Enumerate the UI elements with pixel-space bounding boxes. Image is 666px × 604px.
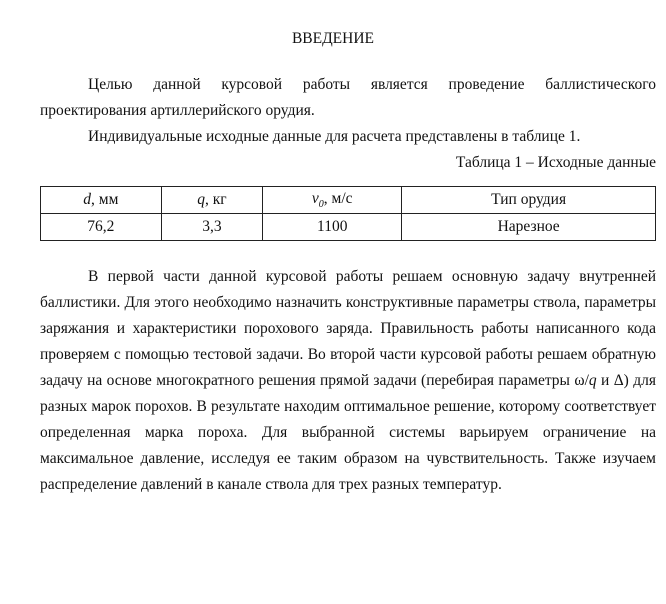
header-velocity: $v_0$, м/с bbox=[263, 187, 402, 214]
formula-and: и bbox=[601, 372, 610, 389]
formula-q: q bbox=[588, 372, 597, 389]
table-row bbox=[41, 214, 656, 241]
input-data-table bbox=[40, 186, 656, 241]
cell-mass: 3,3 bbox=[161, 214, 263, 241]
header-gun-type: Тип орудия bbox=[402, 187, 656, 214]
table-intro-paragraph: Индивидуальные исходные данные для расчета представлены в таблице 1. bbox=[88, 128, 581, 145]
header-mass: q, кг bbox=[161, 187, 263, 214]
body-text-part1: В первой части данной курсовой работы решаем основную задачу внутренней баллистики. Для этого необходимо назначить конструктивные параметры ствола, параметры заряжания и характеристики порохового заряда. Правильность работы написанного кода проверяем с помощью тестовой задачи. Во второй части курсовой работы решаем обратную задачу на основе многократного решения прямой задачи (перебирая параметры bbox=[40, 268, 656, 389]
intro-paragraph bbox=[40, 72, 656, 124]
formula-slash: / bbox=[584, 372, 589, 389]
intro-line-1: Целью данной курсовой работы является проведение баллистического bbox=[88, 76, 656, 93]
formula-delta: Δ) bbox=[613, 372, 629, 389]
page-title: ВВЕДЕНИЕ bbox=[291, 30, 375, 47]
cell-velocity: 1100 bbox=[263, 214, 402, 241]
header-caliber: d, мм bbox=[41, 187, 162, 214]
body-text-part2: для разных марок порохов. В результате находим оптимальное решение, которому соответствует определенная марка пороха. Для выбранной системы варьируем ограничение на максимальное давление, исследуя ее таким образом на чувствительность. Также изучаем распределение давлений в канале ствола для трех разных температур. bbox=[40, 372, 657, 493]
body-paragraph bbox=[40, 264, 656, 498]
cell-caliber: 76,2 bbox=[41, 214, 162, 241]
formula-omega: ω bbox=[574, 372, 585, 389]
cell-gun-type: Нарезное bbox=[402, 214, 656, 241]
table-caption: Таблица 1 – Исходные данные bbox=[455, 154, 656, 171]
table-header-row bbox=[41, 187, 656, 214]
intro-line-2: проектирования артиллерийского орудия. bbox=[40, 102, 315, 119]
